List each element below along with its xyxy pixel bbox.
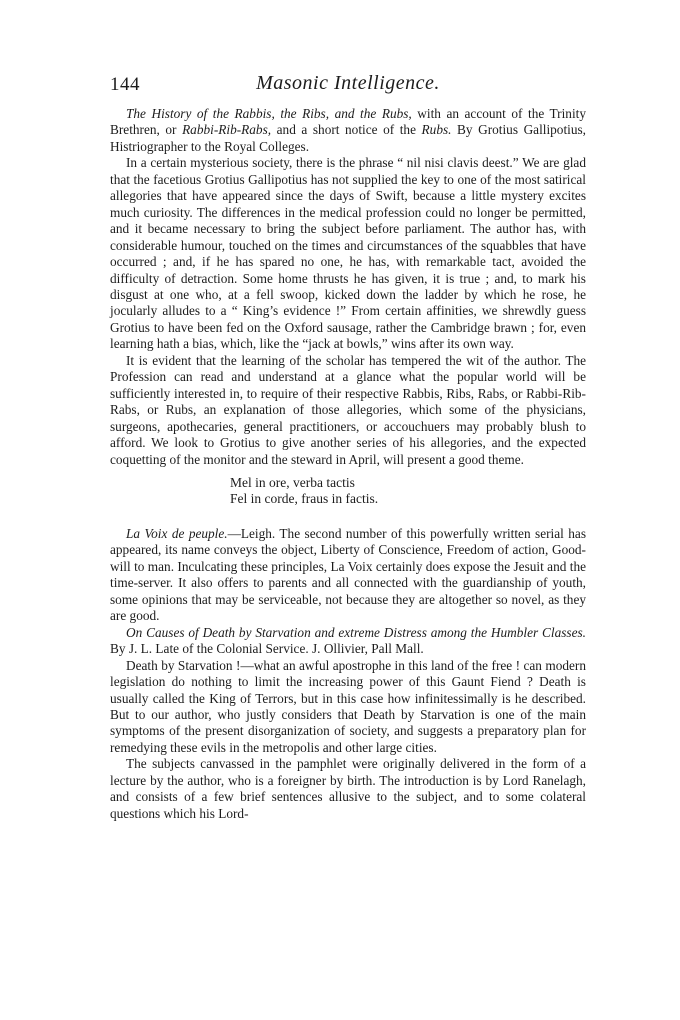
review-title-rest: with an account of the Trinity Brethren, or [110,106,586,138]
review-title: On Causes of Death by Starvation and extreme Distress among the Humbler Classes. [126,624,586,640]
latin-verse [230,475,586,508]
page-number: 144 [110,74,140,95]
body-text-run: —Leigh. The second number of this powerfully written serial has appeared, its name conveys the object, Liberty of Conscience, Freedom of action, Good-will to man. Inculcating these principles, La Voix certainly does expose the Jesuit and the time-server. It also offers to parents and all connected with the guardianship of youth, some opinions that may be serviceable, not because they are altogether so novel, as they are good. [110,525,587,624]
review-title-italic: Rubs. [421,122,452,138]
review-title-rest: and a short notice of the [271,122,422,138]
page-body [110,106,586,822]
body-paragraph: It is evident that the learning of the scholar has tempered the wit of the author. The Profession can read and understand at a glance what the popular world will be sufficiently interested in, to require of their respective Rabbis, Ribs, Rabs, or Rabbi-Rib-Rabs, or Rubs, an explanation of those allegories, which some of the physicians, surgeons, apothecaries, general practitioners, or accouchuers may probably blush to afford. We look to Grotius to give another series of his allegories, and the expected coquetting of the monitor and the steward in April, will present a good theme. [110,352,586,467]
verse-line: Mel in ore, verba tactis [230,474,355,490]
review-title: La Voix de peuple. [126,525,228,541]
running-head: Masonic Intelligence. [256,72,440,94]
review-title-rest: By J. L. Late of the Colonial Service. J. Ollivier, Pall Mall. [110,641,424,657]
page-header [110,74,586,100]
review-title-rest: By Grotius Gallipotius, Histriographer to the Royal Colleges. [110,122,586,154]
review-rabbis-heading-paragraph [110,106,586,155]
verse-line: Fel in corde, fraus in factis. [230,491,379,507]
review-title: The History of the Rabbis, the Ribs, and the Rubs, [126,106,412,121]
review-voix-paragraph [110,526,586,625]
body-paragraph: In a certain mysterious society, there is the phrase “ nil nisi clavis deest.” We are glad that the facetious Grotius Gallipotius has not supplied the key to one of the most satirical allegories that have appeared since the days of Swift, because a little mystery excites much curiosity. The differences in the medical profession could no longer be permitted, and it became necessary to bring the subject before parliament. The author has, with considerable humour, touched on the times and circumstances of the squabbles that have occurred ; and, if he has spared no one, he has, with remarkable tact, avoided the difficulty of detraction. Some home thrusts he has given, it is true ; and, to mark his disgust at one who, at a fell swoop, kicked down the ladder by which he rose, he jocularly alludes to a “ King’s evidence !” From certain affinities, we shrewdly guess Grotius to have been fed on the Oxford sausage, rather the Cambridge brawn ; for, even learning hath a bias, which, like the “jack at bowls,” wins after its own way. [110,155,586,352]
review-title-italic: Rabbi-Rib-Rabs, [182,122,272,138]
body-paragraph: The subjects canvassed in the pamphlet were originally delivered in the form of a lecture by the author, who is a foreigner by birth. The introduction is by Lord Ranelagh, and consists of a few brief sentences allusive to the subject, and to some colateral questions which his Lord- [110,756,586,821]
review-starvation-heading-paragraph [110,625,586,658]
body-paragraph: Death by Starvation !—what an awful apostrophe in this land of the free ! can modern legislation do nothing to limit the increasing power of this Gaunt Fiend ? Death is usually called the King of Terrors, but in this case how infinitessimally is he described. But to our author, who justly considers that Death by Starvation is one of the main symptoms of the present disorganization of society, and suggests a preparatory plan for remedying these evils in the metropolis and other large cities. [110,657,586,755]
